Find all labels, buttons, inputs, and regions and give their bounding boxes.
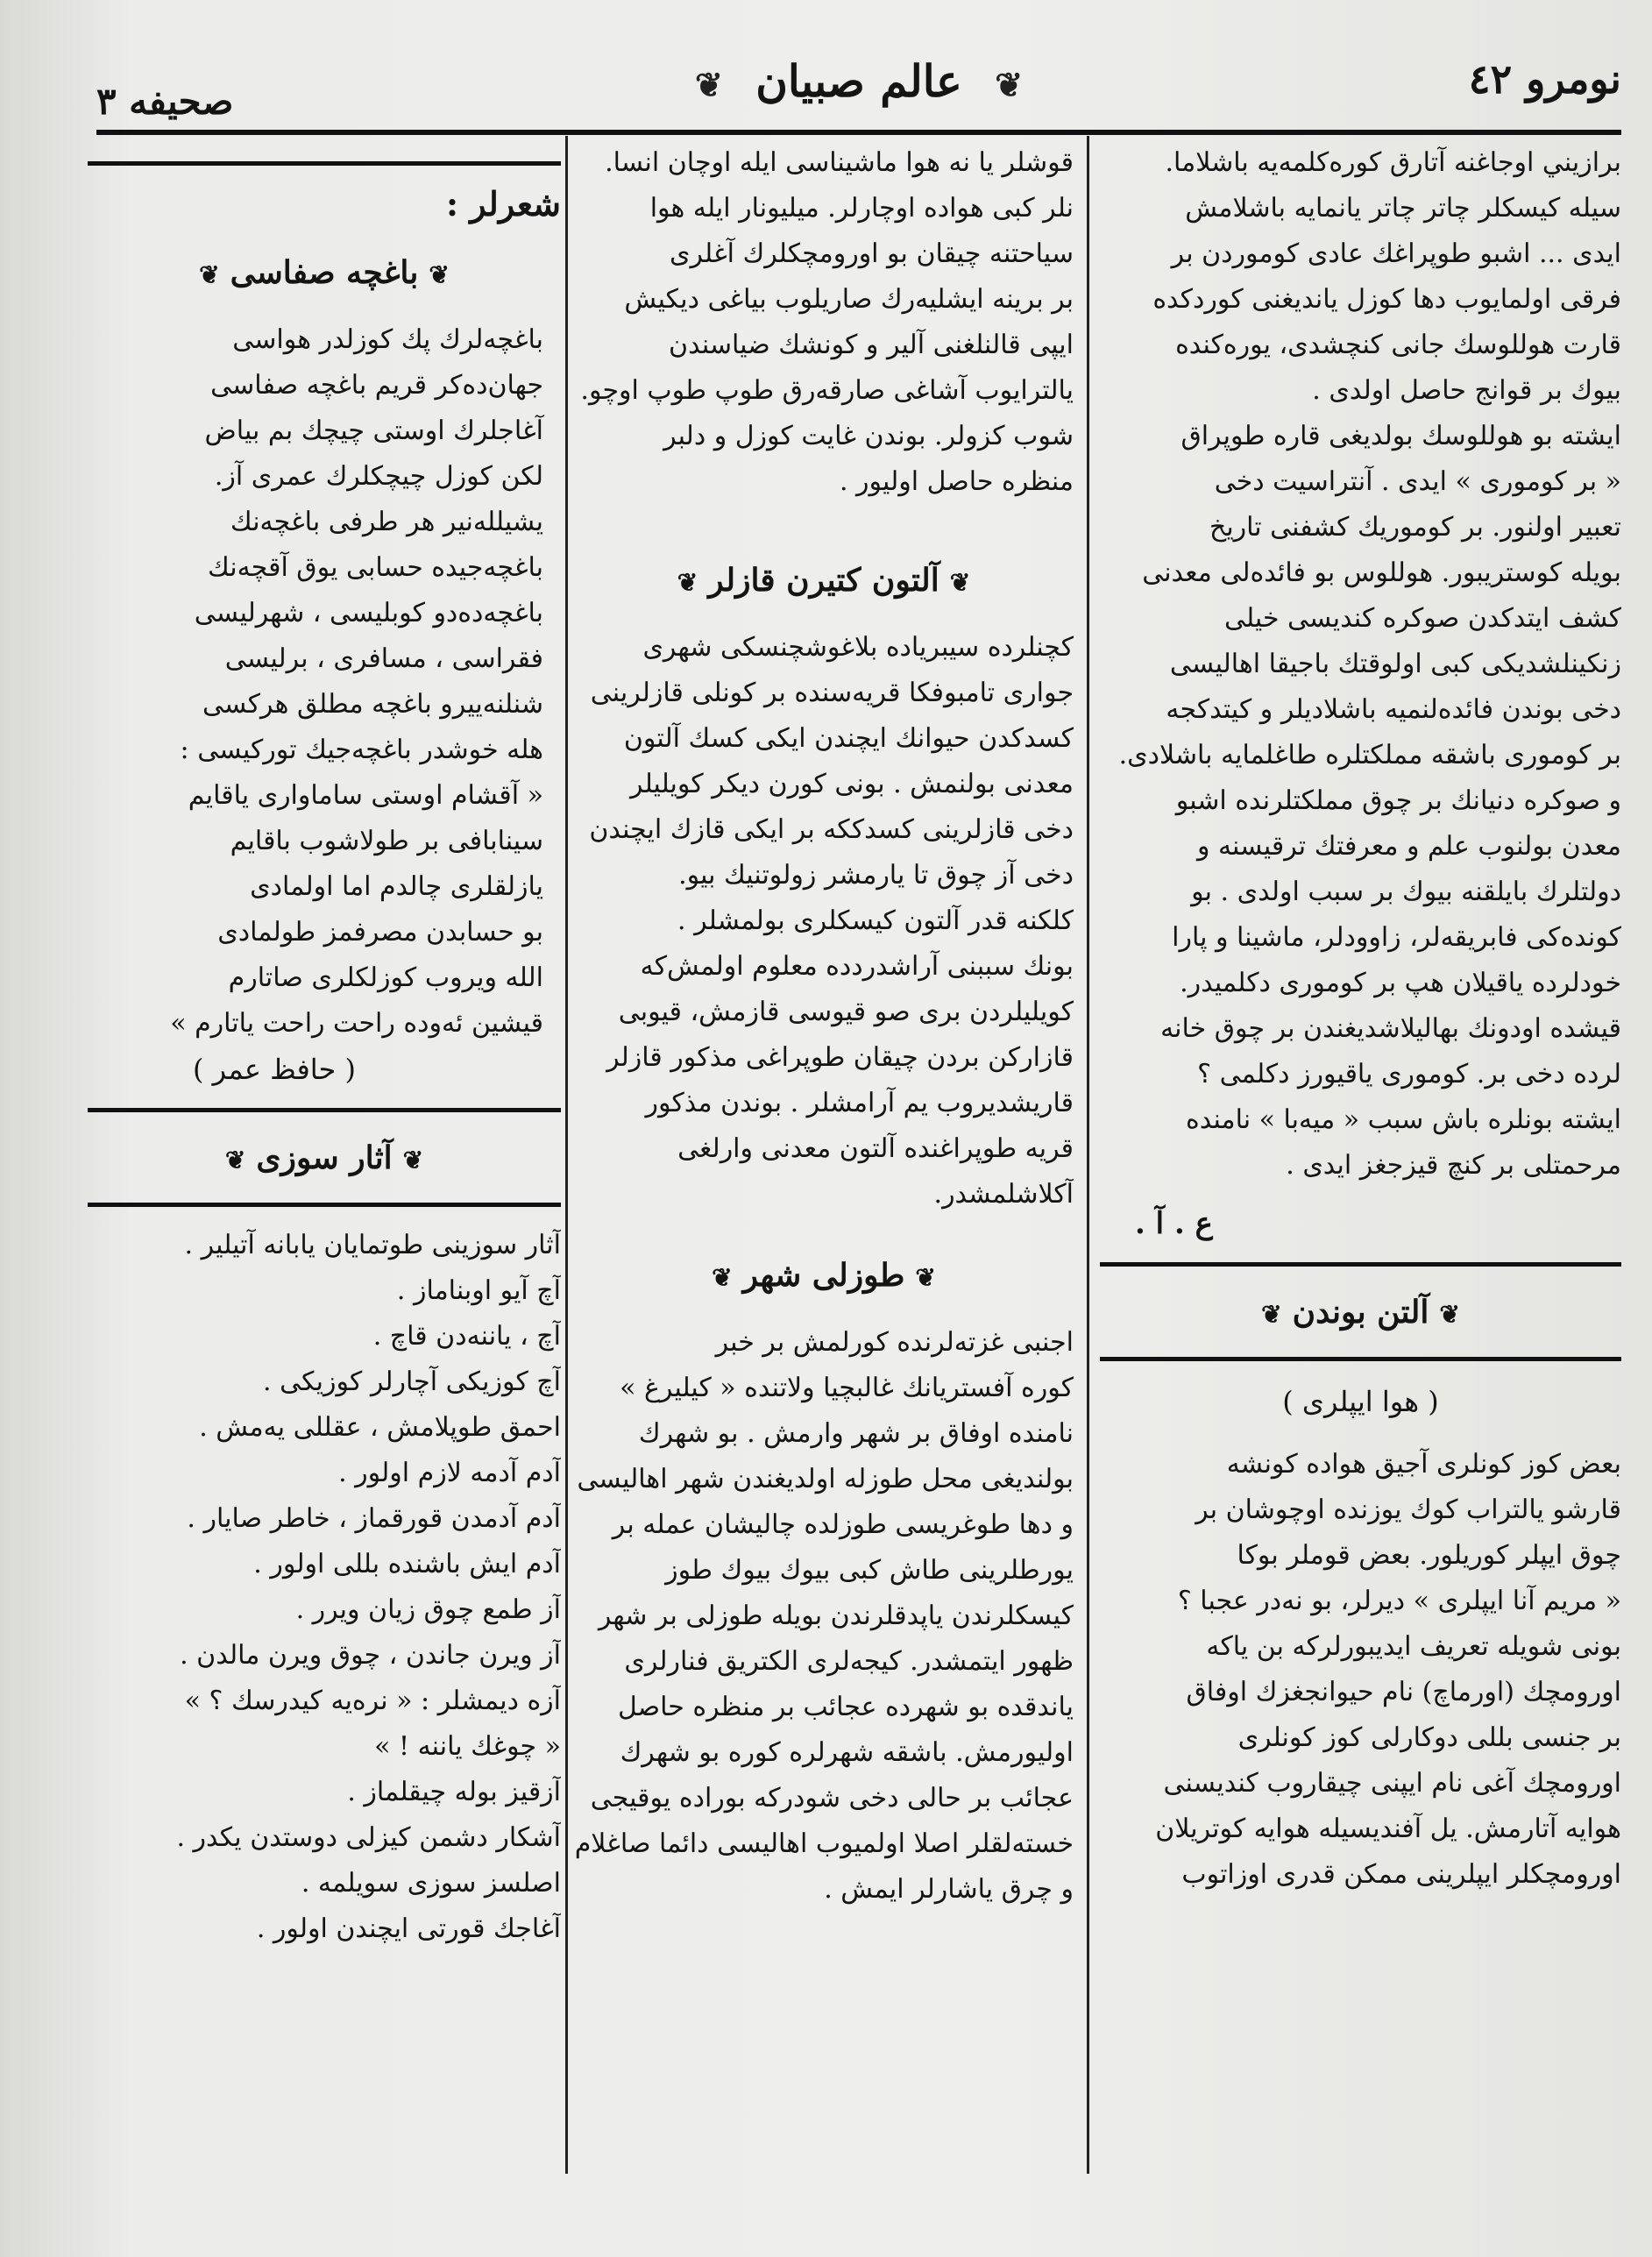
- poem-line: بو حسابدن مصرفمز طولمادی: [217, 917, 543, 948]
- section-title-text: آلتن بوندن: [1292, 1294, 1429, 1331]
- text-line: كوندەكی فابريقه‌لر، زاوودلر، ماشينا و پارا: [1172, 922, 1621, 953]
- text-line: معدن بولنوب علم و معرفتك ترقيسنه و: [1196, 831, 1621, 862]
- proverb-line: « چوغك ياننه ! »: [374, 1731, 561, 1762]
- text-line: شوب كزولر. بوندن غايت كوزل و دلبر: [663, 421, 1074, 451]
- column-divider: [565, 136, 568, 2174]
- text-line: خودلرده ياقيلان هپ بر كوموری دكلميدر.: [1180, 968, 1621, 998]
- poem-author: ( حافظ عمر ): [193, 1053, 356, 1086]
- text-line: دخی قازلرينی كسدككه بر ايكی قازك ايچندن: [589, 814, 1074, 845]
- text-line: سياحتنه چيقان بو اورومچكلرك آغلری: [669, 238, 1074, 269]
- proverb-line: آدم آدمدن قورقماز ، خاطر صايار .: [187, 1503, 561, 1534]
- text-line: كسدكدن حيوانك ايچندن ايكی كسك آلتون: [623, 723, 1074, 754]
- text-line: اورومچكلر ايپلرينی ممكن قدری اوزاتوب: [1181, 1859, 1621, 1890]
- poem-line: هله خوشدر باغچه‌جيك توركيسی :: [180, 735, 543, 765]
- section-title-text: طوزلی شهر: [742, 1257, 905, 1294]
- section-rule: [88, 161, 561, 166]
- section-rule: [88, 1203, 561, 1207]
- proverb-line: اصلسز سوزی سويلمه .: [301, 1868, 561, 1899]
- section-title: [1100, 1289, 1621, 1338]
- proverb-line: آدم ايش باشنده بللی اولور .: [253, 1549, 561, 1579]
- text-line: قريه طوپراغنده آلتون معدنی وارلغی: [677, 1133, 1074, 1164]
- proverb-line: آثار سوزينی طوتمايان يابانه آتيلير .: [184, 1230, 561, 1260]
- text-line: قاريشديروب يم آرامشلر . بوندن مذكور: [645, 1088, 1074, 1118]
- text-line: اورومچك (اورماچ) نام حيوانجغزك اوفاق: [1186, 1677, 1621, 1707]
- text-line: و چرق ياشارلر ايمش .: [824, 1874, 1074, 1905]
- poem-line: سينابافی بر طولاشوب باقايم: [230, 826, 543, 856]
- ornament-icon: ❦: [402, 1146, 424, 1175]
- poem-line: يازلقلری چالدم اما اولمادی: [250, 871, 543, 902]
- poem-line: باغچه‌ده‌دو كوبليسی ، شهرليسی: [194, 598, 543, 628]
- text-line: هوايه آتارمش. يل آفنديسيله هوايه كوتريلان: [1155, 1813, 1621, 1844]
- text-line: بعض كوز كونلری آجيق هوادە كونشه: [1226, 1449, 1621, 1480]
- text-line: « مريم آنا ايپلری » ديرلر، بو نه‌در عجبا ؟: [1177, 1586, 1621, 1616]
- poem-title-text: باغچه صفاسی: [230, 254, 419, 291]
- article-subtitle: ( هوا ايپلری ): [1282, 1385, 1439, 1418]
- text-line: بر كوموری باشقه مملكتلره طاغلمايه باشلادی.: [1118, 740, 1621, 770]
- poem-title: [88, 250, 561, 298]
- text-line: ايدی ... اشبو طوپراغك عادی كوموردن بر: [1171, 238, 1621, 269]
- text-line: قارشو يالتراب كوك يوزنده اوچوشان بر: [1195, 1494, 1621, 1525]
- poem-line: شنلنه‌ييرو باغچه مطلق هركسی: [202, 689, 543, 720]
- text-line: معدنی بولنمش . بونی كورن ديكر كويليلر: [630, 769, 1074, 799]
- section-rule: [1100, 1357, 1621, 1361]
- ornament-icon: ❦: [429, 260, 450, 289]
- text-line: كيسكلرندن ياپدقلرندن بويله طوزلی بر شهر: [598, 1600, 1074, 1631]
- proverbs-list: [88, 1223, 561, 1952]
- proverb-line: آدم آدمه لازم اولور .: [338, 1458, 561, 1488]
- ornament-icon: ❦: [915, 1263, 936, 1292]
- poem-line: يشيلله‌نير هر طرفی باغچه‌نك: [230, 507, 543, 537]
- article-continued-body: [574, 140, 1074, 505]
- text-line: كچنلرده سيبريا‌ده بلاغوشچنسكی شهری: [642, 632, 1074, 663]
- section-rule: [1100, 1262, 1621, 1267]
- text-line: كوره آفستريانك غالبچيا ولاتنده « كيليرغ »: [620, 1373, 1074, 1403]
- poem-line: باغچه‌جيده حسابی يوق آقچه‌نك: [208, 552, 543, 583]
- ornament-icon: ❦: [949, 568, 971, 597]
- text-line: چوق ايپلر كوريلور. بعض قوملر بوكا: [1237, 1540, 1621, 1571]
- issue-number: نومرو ٤٢: [1468, 55, 1621, 103]
- article-gold-geese-body: [574, 625, 1074, 1217]
- ornament-icon: ❦: [694, 65, 723, 104]
- text-line: ايشته بو هوللوسك بولديغی قاره طوپراق: [1181, 421, 1621, 451]
- text-line: بونك سببنی آراشدرددە معلوم اولمش‌كه: [640, 951, 1074, 982]
- poem-line: لكن كوزل چيچكلرك عمری آز.: [214, 461, 543, 492]
- poem-line: آغاجلرك اوستی چيچك بم بياض: [204, 415, 543, 446]
- section-rule: [88, 1108, 561, 1112]
- text-line: يورطلرينی طاش كبی بيوك بيوك طوز: [665, 1555, 1074, 1586]
- text-line: زنكينلشديكی كبی اولوقتك باجيقا اهاليسی: [1169, 649, 1621, 679]
- header-rule: [96, 130, 1621, 135]
- left-column: [88, 140, 561, 1952]
- text-line: بويله كوستريبور. هوللوس بو فائده‌لی معدنی: [1142, 557, 1621, 588]
- text-line: آكلاشلمشدر.: [933, 1179, 1074, 1210]
- section-title-text: آلتون كتيرن قازلر: [708, 562, 939, 599]
- section-title: [574, 557, 1074, 606]
- text-line: و دها طوغريسی طوزلده چاليشان عمله بر: [612, 1509, 1074, 1540]
- ornament-icon: ❦: [199, 260, 220, 289]
- poem-line: باغچه‌لرك پك كوزلدر هواسی: [232, 324, 543, 355]
- text-line: اورومچك آغی نام ايپنی چيقاروب كنديسنی: [1163, 1768, 1621, 1799]
- text-line: دولتلرك بايلقنه بيوك بر سبب اولدی . بو: [1191, 877, 1621, 907]
- text-line: قازاركن بردن چيقان طوپراغی مذكور قازلر: [606, 1042, 1074, 1073]
- text-line: بر جنسی بللی دوكارلی كوز كونلری: [1237, 1722, 1621, 1753]
- article-coal-body: [1100, 140, 1621, 1189]
- poem-body: [88, 317, 561, 1047]
- poem-line: جهان‌ده‌كر قريم باغچه صفاسی: [210, 370, 543, 401]
- proverb-line: آشكار دشمن كيزلی دوستدن يكدر .: [176, 1822, 561, 1853]
- masthead-title: عالم صبيان: [755, 55, 962, 107]
- text-line: مرحمتلی بر كنچ قيزجغز ايدی .: [1286, 1150, 1621, 1181]
- text-line: ياندقده بو شهرده عجائب بر منظره حاصل: [617, 1692, 1074, 1722]
- ornament-icon: ❦: [1261, 1300, 1282, 1329]
- text-line: « بر كوموری » ايدی . آنتراسيت دخی: [1214, 466, 1621, 497]
- masthead: [96, 55, 1621, 107]
- text-line: لرده دخی بر. كوموری ياقيورز دكلمی ؟: [1197, 1059, 1621, 1089]
- text-line: دخی آز چوق تا يارمشر زولوتنيك بيو.: [678, 860, 1074, 891]
- proverb-line: آچ آيو اوبناماز .: [396, 1275, 561, 1306]
- text-line: قوشلر يا نه هوا ماشيناسی ايله اوچان انسا.: [605, 147, 1074, 178]
- ornament-icon: ❦: [995, 65, 1024, 104]
- middle-column: [574, 140, 1074, 1913]
- poem-line: قيشين ئه‌وده راحت راحت ياتارم »: [170, 1008, 543, 1039]
- text-line: كويليلردن بری صو قيوسی قازمش، قيوبی: [618, 997, 1074, 1027]
- article-air-threads-body: [1100, 1442, 1621, 1898]
- column-divider: [1087, 136, 1089, 2174]
- text-line: ايشته بونلره باش سبب « ميه‌با » نامنده: [1186, 1104, 1621, 1135]
- section-title-text: آثار سوزی: [256, 1139, 393, 1176]
- text-line: بر برينه ايشليه‌رك صاريلوب بياغی ديكيش: [624, 284, 1074, 315]
- text-line: نامنده اوفاق بر شهر وارمش . بو شهرك: [638, 1418, 1074, 1449]
- text-line: سيله كيسكلر چاتر چاتر يانمايه باشلامش: [1185, 193, 1621, 224]
- proverb-line: آچ كوزيكی آچارلر كوزيكی .: [263, 1366, 561, 1397]
- text-line: ايپی قالنلغنی آلير و كونشك ضياسندن: [669, 330, 1074, 360]
- page-number: صحيفه ٣: [96, 80, 234, 123]
- text-line: اجنبی غزته‌لرنده كورلمش بر خبر: [715, 1327, 1074, 1358]
- text-line: اوليورمش. باشقه شهرلره كوره بو شهرك: [620, 1737, 1074, 1768]
- text-line: جواری تامبوفكا قريه‌سنده بر كونلی قازلرينی: [590, 678, 1074, 708]
- text-line: ظهور ايتمشدر. كيجه‌لری الكتريق فنارلری: [624, 1646, 1074, 1677]
- text-line: بيوك بر قوانج حاصل اولدی .: [1312, 375, 1621, 406]
- section-title: [574, 1253, 1074, 1301]
- poems-heading: شعرلر :: [446, 184, 561, 224]
- article-salt-city-body: [574, 1320, 1074, 1913]
- text-line: دخی بوندن فائده‌لنميه باشلاديلر و كيتدكجه: [1166, 694, 1621, 725]
- text-line: كلكنه قدر آلتون كيسكلری بولمشلر .: [677, 905, 1074, 936]
- ornament-icon: ❦: [1439, 1300, 1460, 1329]
- poem-line: فقراسی ، مسافری ، برليسی: [224, 643, 543, 674]
- text-line: و صوكره دنيانك بر چوق مملكتلرنده اشبو: [1175, 785, 1621, 816]
- right-column: [1100, 140, 1621, 1898]
- proverb-line: آز ويرن جاندن ، چوق ويرن مالدن .: [180, 1640, 561, 1671]
- text-line: منظره حاصل اوليور .: [839, 466, 1074, 497]
- proverb-line: آزقيز بوله چيقلماز .: [347, 1777, 561, 1807]
- proverb-line: آزه ديمشلر : « نره‌يه كيدرسك ؟ »: [184, 1686, 561, 1716]
- proverb-line: آغاجك قورتی ايچندن اولور .: [256, 1913, 561, 1944]
- text-line: بولنديغی محل طوزله اولديغندن شهر اهاليسی: [577, 1464, 1074, 1494]
- text-line: عجائب بر حالی دخی شودركه بوراده يوقيجی: [590, 1783, 1074, 1813]
- poem-line: « آقشام اوستی ساماواری ياقايم: [188, 780, 543, 811]
- proverb-line: احمق طوپلامش ، عقللی يه‌مش .: [199, 1412, 561, 1443]
- section-title: [88, 1135, 561, 1183]
- text-line: نلر كبی هوادە اوچارلر. ميليونار ايله هوا: [649, 193, 1074, 224]
- text-line: يالترايوب آشاغی صارقه‌رق طوپ طوپ اوچو.: [580, 375, 1074, 406]
- page-header: [96, 48, 1621, 123]
- ornament-icon: ❦: [224, 1146, 246, 1175]
- text-line: بونی شويله تعريف ايديبورلركه بن ياكه: [1206, 1631, 1621, 1662]
- proverb-line: آچ ، ياننه‌دن قاچ .: [372, 1321, 561, 1352]
- poem-line: الله ويروب كوزلكلری صاتارم: [228, 962, 543, 993]
- text-line: كشف ايتدكدن صوكره كنديسی خيلی: [1223, 603, 1621, 634]
- ornament-icon: ❦: [712, 1263, 733, 1292]
- ornament-icon: ❦: [677, 568, 698, 597]
- text-line: فرقی اولمايوب دها كوزل يانديغنی كوردكده: [1152, 284, 1621, 315]
- article-signature: ع . آ .: [1135, 1206, 1213, 1241]
- proverb-line: آز طمع چوق زيان ويرر .: [295, 1594, 561, 1625]
- text-line: قارت هوللوسك جانی كنچشدی، يوره‌كنده: [1175, 330, 1621, 360]
- text-line: قيشده اودونك بهاليلاشديغندن بر چوق خانه‌: [1160, 1013, 1621, 1044]
- text-line: خسته‌لقلر اصلا اولميوب اهاليسی دائما صاغلام: [574, 1828, 1074, 1859]
- text-line: تعبير اولنور. بر كوموريك كشفنی تاريخ: [1209, 512, 1621, 543]
- text-line: برازيني اوجاغنه آتارق كوره‌كلمه‌يه باشلاما.: [1165, 147, 1621, 178]
